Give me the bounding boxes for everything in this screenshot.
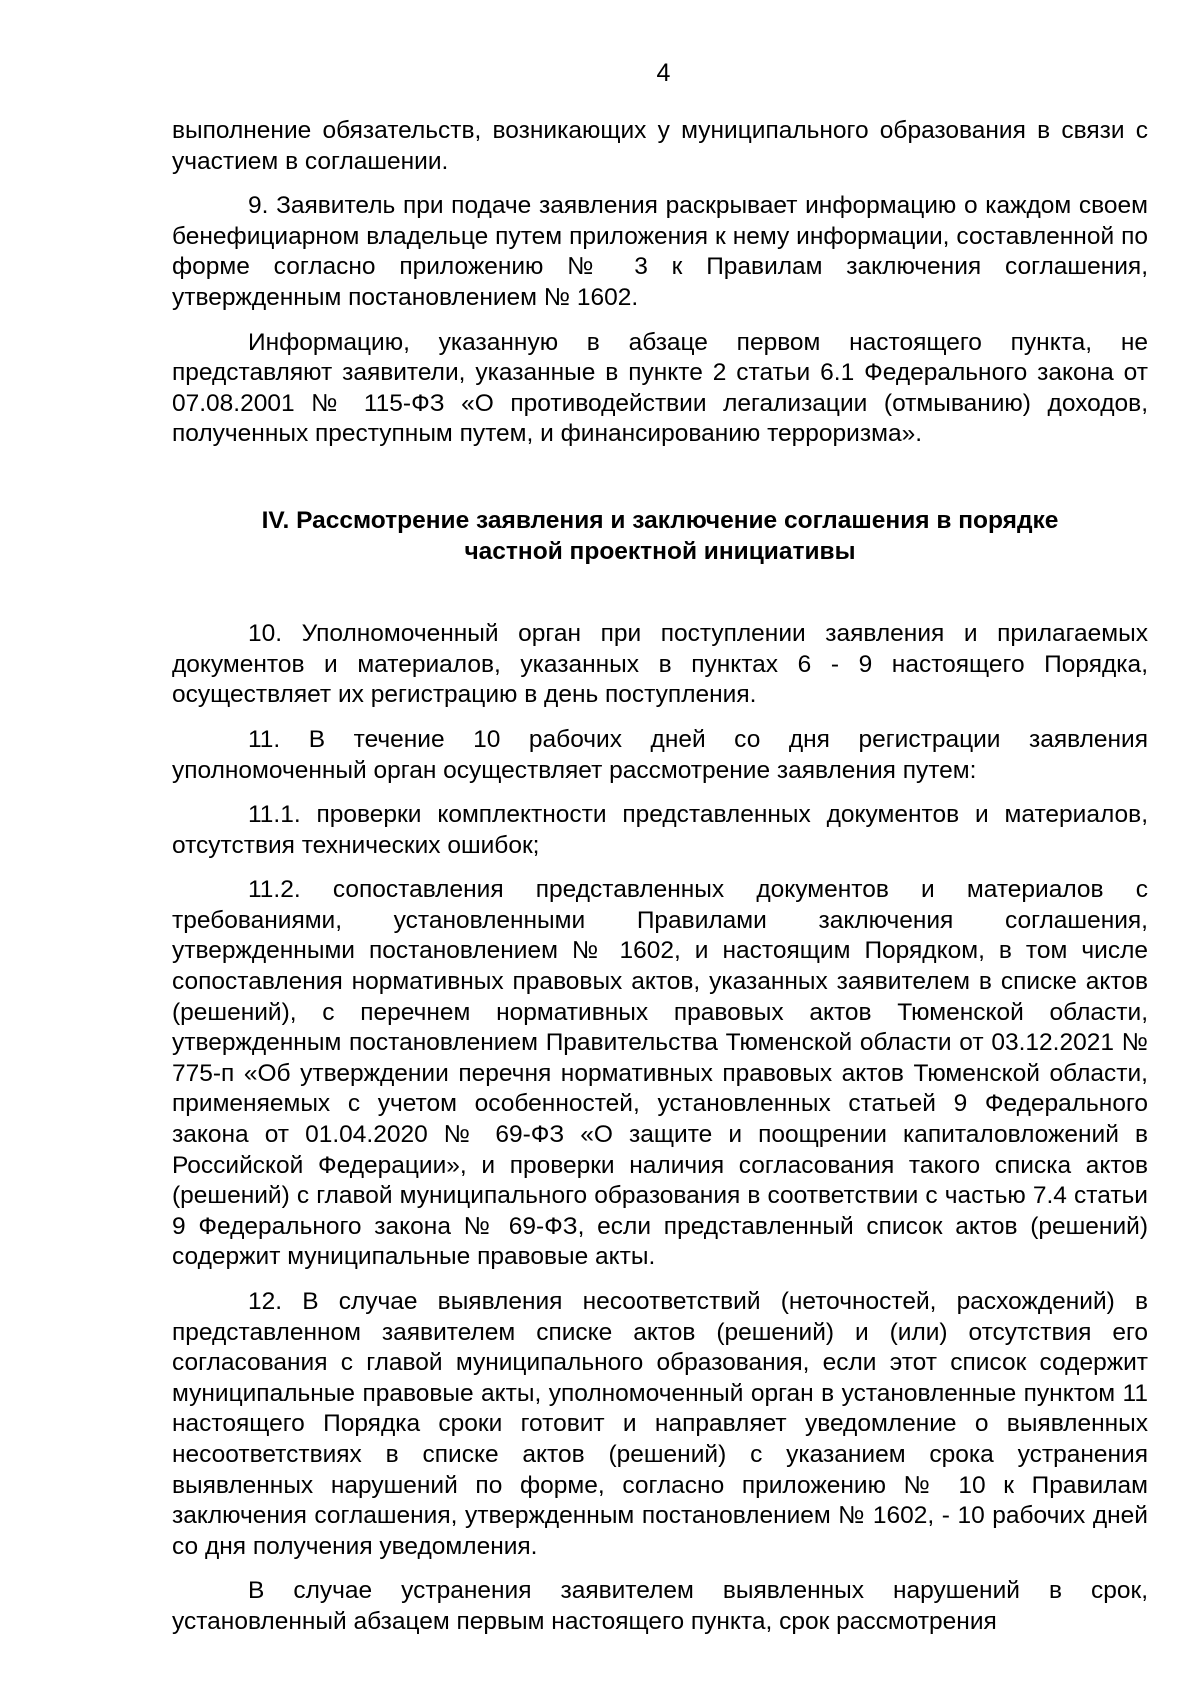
page-number: 4 [656,59,671,87]
section-heading-line-2: частной проектной инициативы [464,537,856,565]
document-body [172,116,1148,1652]
paragraph-item-11: 11. В течение 10 рабочих дней со дня регистрации заявления уполномоченный орган осуществляет рассмотрение заявления путем: [172,725,1148,784]
paragraph-continuation: выполнение обязательств, возникающих у муниципального образования в связи с участием в соглашении. [172,117,1148,175]
paragraph-item-12: 12. В случае выявления несоответствий (неточностей, расхождений) в представленном заявителем списке актов (решений) и (или) отсутствия его согласования с главой муниципального образования, если этот список содержит муниципальные правовые акты, уполномоченный орган в установленные пунктом 11 настоящего Порядка сроки готовит и направляет уведомление о выявленных несоответствиях в списке актов (решений) с указанием срока устранения выявленных нарушений по форме, согласно приложению № 10 к Правилам заключения соглашения, утвержденным постановлением № 1602, - 10 рабочих дней со дня получения уведомления. [172,1288,1148,1560]
section-heading-line-1: IV. Рассмотрение заявления и заключение соглашения в порядке [261,506,1059,534]
paragraph-item-9: 9. Заявитель при подаче заявления раскрывает информацию о каждом своем бенефициарном владельце путем приложения к нему информации, составленной по форме согласно приложению № 3 к Правилам заключения соглашения, утвержденным постановлением № 1602. [172,192,1148,311]
paragraph-item-9-exception: Информацию, указанную в абзаце первом настоящего пункта, не представляют заявители, указанные в пункте 2 статьи 6.1 Федерального закона от 07.08.2001 № 115-ФЗ «О противодействии легализации (отмыванию) доходов, полученных преступным путем, и финансированию терроризма». [172,328,1148,448]
paragraph-item-11-1: 11.1. проверки комплектности представленных документов и материалов, отсутствия технических ошибок; [172,801,1148,859]
paragraph-item-10: 10. Уполномоченный орган при поступлении заявления и прилагаемых документов и материалов, указанных в пунктах 6 - 9 настоящего Порядка, осуществляет их регистрацию в день поступления. [172,620,1148,709]
paragraph-item-11-2: 11.2. сопоставления представленных документов и материалов с требованиями, установленными Правилами заключения соглашения, утвержденными постановлением № 1602, и настоящим Порядком, в том числе сопоставления нормативных правовых актов, указанных заявителем в списке актов (решений), с перечнем нормативных правовых актов Тюменской области, утвержденным постановлением Правительства Тюменской области от 03.12.2021 № 775-п «Об утверждении перечня нормативных правовых актов Тюменской области, применяемых с учетом особенностей, установленных статьей 9 Федерального закона от 01.04.2020 № 69-ФЗ «О защите и поощрении капиталовложений в Российской Федерации», и проверки наличия согласования такого списка актов (решений) с главой муниципального образования в соответствии с частью 7.4 статьи 9 Федерального закона № 69-ФЗ, если представленный список актов (решений) содержит муниципальные правовые акты. [172,876,1148,1271]
paragraph-item-12-continuation: В случае устранения заявителем выявленных нарушений в срок, установленный абзацем первым настоящего пункта, срок рассмотрения [172,1577,1148,1635]
section-heading [172,506,1148,567]
